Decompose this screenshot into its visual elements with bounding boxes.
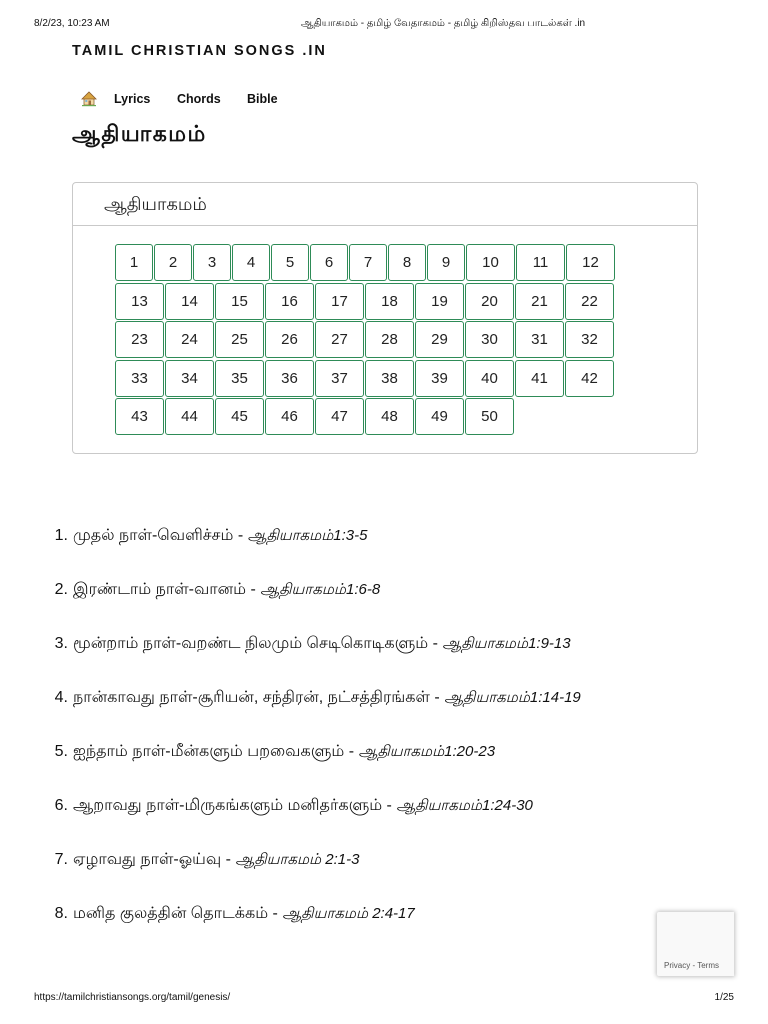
- chapter-button-48[interactable]: 48: [365, 398, 414, 435]
- list-item: [54, 523, 701, 549]
- passage-separator: -: [348, 743, 355, 760]
- chapter-button-43[interactable]: 43: [115, 398, 164, 435]
- passage-reference: ஆதியாகமம் 2:4-17: [282, 905, 415, 922]
- recaptcha-separator: -: [692, 961, 696, 970]
- passage-separator: -: [432, 635, 438, 652]
- chapter-button-49[interactable]: 49: [415, 398, 464, 435]
- chapters-card-body: [73, 226, 697, 435]
- home-icon: [81, 90, 97, 107]
- nav-item-chords[interactable]: Chords: [177, 92, 221, 106]
- chapter-button-3[interactable]: 3: [193, 244, 231, 281]
- passage-reference: ஆதியாகமம்1:9-13: [442, 635, 571, 652]
- passage-title: இரண்டாம் நாள்-வானம்: [73, 581, 247, 598]
- recaptcha-links: [664, 961, 719, 971]
- page-title: ஆதியாகமம்: [72, 121, 207, 146]
- passage-separator: -: [434, 689, 440, 706]
- chapter-button-46[interactable]: 46: [265, 398, 314, 435]
- chapter-button-44[interactable]: 44: [165, 398, 214, 435]
- chapter-button-24[interactable]: 24: [165, 321, 214, 358]
- chapter-button-18[interactable]: 18: [365, 283, 414, 320]
- home-link[interactable]: [81, 90, 97, 107]
- chapter-button-50[interactable]: 50: [465, 398, 514, 435]
- chapter-button-31[interactable]: 31: [515, 321, 564, 358]
- recaptcha-terms-link[interactable]: Terms: [697, 961, 719, 970]
- chapter-button-13[interactable]: 13: [115, 283, 164, 320]
- chapter-button-42[interactable]: 42: [565, 360, 614, 397]
- chapter-button-10[interactable]: 10: [466, 244, 515, 281]
- print-header-datetime: 8/2/23, 10:23 AM: [34, 18, 110, 29]
- passage-title: ஏழாவது நாள்-ஓய்வு: [73, 851, 222, 868]
- chapter-button-34[interactable]: 34: [165, 360, 214, 397]
- chapter-button-32[interactable]: 32: [565, 321, 614, 358]
- chapter-button-40[interactable]: 40: [465, 360, 514, 397]
- list-item: [54, 739, 701, 765]
- chapter-button-26[interactable]: 26: [265, 321, 314, 358]
- chapter-button-17[interactable]: 17: [315, 283, 364, 320]
- chapter-button-7[interactable]: 7: [349, 244, 387, 281]
- list-item: [54, 631, 701, 657]
- chapter-button-19[interactable]: 19: [415, 283, 464, 320]
- chapter-button-37[interactable]: 37: [315, 360, 364, 397]
- chapter-button-30[interactable]: 30: [465, 321, 514, 358]
- chapter-button-11[interactable]: 11: [516, 244, 565, 281]
- passage-separator: -: [250, 581, 256, 598]
- chapter-button-29[interactable]: 29: [415, 321, 464, 358]
- print-header-title: ஆதியாகமம் - தமிழ் வேதாகமம் - தமிழ் கிறிஸ்தவ பாடல்கள் .in: [300, 18, 586, 29]
- chapters-card-title: ஆதியாகமம்: [73, 183, 697, 226]
- passage-reference: ஆதியாகமம்1:14-19: [444, 689, 581, 706]
- chapter-button-35[interactable]: 35: [215, 360, 264, 397]
- chapter-button-1[interactable]: 1: [115, 244, 153, 281]
- print-footer-url: https://tamilchristiansongs.org/tamil/genesis/: [34, 992, 231, 1003]
- chapter-button-15[interactable]: 15: [215, 283, 264, 320]
- passage-reference: ஆதியாகமம்1:3-5: [247, 527, 368, 544]
- chapter-button-45[interactable]: 45: [215, 398, 264, 435]
- chapter-button-28[interactable]: 28: [365, 321, 414, 358]
- chapters-card: [72, 182, 698, 454]
- chapter-button-14[interactable]: 14: [165, 283, 214, 320]
- list-item: [54, 901, 701, 927]
- list-item: [54, 847, 701, 873]
- list-item: [54, 793, 701, 819]
- chapter-button-33[interactable]: 33: [115, 360, 164, 397]
- passage-separator: -: [272, 905, 278, 922]
- list-item-number: 2.: [54, 581, 68, 598]
- chapter-button-5[interactable]: 5: [271, 244, 309, 281]
- passage-title: மனித குலத்தின் தொடக்கம்: [73, 905, 269, 922]
- chapter-button-grid: [115, 244, 616, 435]
- passage-title: ஐந்தாம் நாள்-மீன்களும் பறவைகளும்: [73, 743, 345, 760]
- passage-reference: ஆதியாகமம்1:6-8: [260, 581, 381, 598]
- nav-item-lyrics[interactable]: Lyrics: [114, 92, 151, 106]
- list-item-number: 6.: [54, 797, 68, 814]
- list-item: [54, 685, 701, 711]
- chapter-button-9[interactable]: 9: [427, 244, 465, 281]
- chapter-button-41[interactable]: 41: [515, 360, 564, 397]
- chapter-button-8[interactable]: 8: [388, 244, 426, 281]
- passage-separator: -: [386, 797, 392, 814]
- passage-title: முதல் நாள்-வெளிச்சம்: [73, 527, 234, 544]
- recaptcha-privacy-link[interactable]: Privacy: [664, 961, 691, 970]
- list-item-number: 5.: [54, 743, 68, 760]
- chapter-button-36[interactable]: 36: [265, 360, 314, 397]
- chapter-button-16[interactable]: 16: [265, 283, 314, 320]
- passage-separator: -: [225, 851, 231, 868]
- chapter-button-12[interactable]: 12: [566, 244, 615, 281]
- chapter-button-38[interactable]: 38: [365, 360, 414, 397]
- chapter-button-47[interactable]: 47: [315, 398, 364, 435]
- list-item-number: 4.: [54, 689, 68, 706]
- chapter-button-39[interactable]: 39: [415, 360, 464, 397]
- main-nav: [0, 90, 768, 108]
- list-item-number: 1.: [54, 527, 68, 544]
- passage-title: நான்காவது நாள்-சூரியன், சந்திரன், நட்சத்திரங்கள்: [73, 689, 430, 706]
- chapter-button-4[interactable]: 4: [232, 244, 270, 281]
- chapter-button-25[interactable]: 25: [215, 321, 264, 358]
- chapter-button-21[interactable]: 21: [515, 283, 564, 320]
- passage-title: மூன்றாம் நாள்-வறண்ட நிலமும் செடிகொடிகளும்: [73, 635, 429, 652]
- print-footer-page-number: 1/25: [714, 992, 734, 1003]
- recaptcha-badge: [657, 912, 734, 976]
- chapter-button-6[interactable]: 6: [310, 244, 348, 281]
- passage-title: ஆறாவது நாள்-மிருகங்களும் மனிதர்களும்: [73, 797, 383, 814]
- passages-list: [54, 523, 701, 955]
- chapter-button-22[interactable]: 22: [565, 283, 614, 320]
- chapter-button-2[interactable]: 2: [154, 244, 192, 281]
- passage-separator: -: [237, 527, 244, 544]
- passage-reference: ஆதியாகமம்1:24-30: [396, 797, 533, 814]
- chapter-button-20[interactable]: 20: [465, 283, 514, 320]
- chapter-button-23[interactable]: 23: [115, 321, 164, 358]
- passage-reference: ஆதியாகமம் 2:1-3: [235, 851, 360, 868]
- list-item-number: 7.: [54, 851, 68, 868]
- list-item-number: 8.: [54, 905, 68, 922]
- passage-reference: ஆதியாகமம்1:20-23: [358, 743, 496, 760]
- chapter-button-27[interactable]: 27: [315, 321, 364, 358]
- list-item-number: 3.: [54, 635, 68, 652]
- site-title-link[interactable]: TAMIL CHRISTIAN SONGS .IN: [72, 43, 327, 59]
- nav-item-bible[interactable]: Bible: [247, 92, 278, 106]
- list-item: [54, 577, 701, 603]
